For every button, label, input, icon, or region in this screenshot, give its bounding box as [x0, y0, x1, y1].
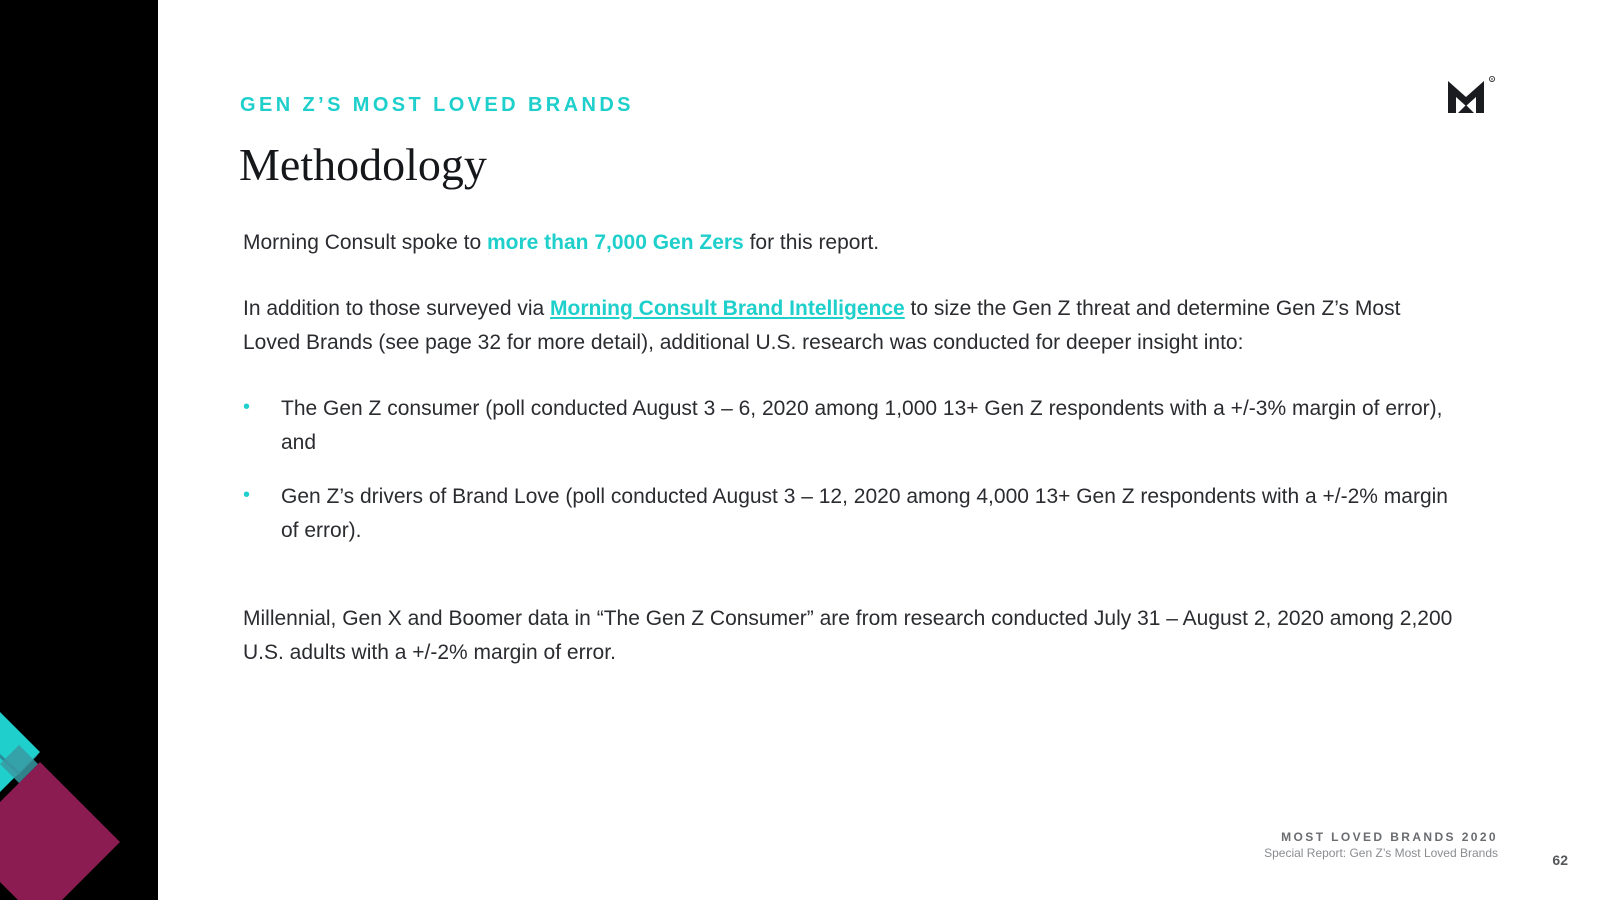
footer-title: MOST LOVED BRANDS 2020	[1281, 830, 1498, 844]
research-after: to size the Gen Z threat and determine Gen Z’s Most Loved Brands (see page 32 for more detail), additional U.S. research was conducted for deeper insight into:	[243, 297, 1401, 354]
left-decorative-band	[0, 0, 158, 900]
intro-before: Morning Consult spoke to	[243, 231, 487, 254]
brand-intelligence-link[interactable]: Morning Consult Brand Intelligence	[550, 297, 905, 320]
bullet-text: The Gen Z consumer (poll conducted August 3 – 6, 2020 among 1,000 13+ Gen Z respondents with a +/-3% margin of error), and	[281, 397, 1443, 454]
page-title: Methodology	[239, 139, 487, 190]
morning-consult-logo-icon	[1446, 75, 1498, 115]
closing-paragraph: Millennial, Gen X and Boomer data in “The Gen Z Consumer” are from research conducted July 31 – August 2, 2020 among 2,200 U.S. adults with a +/-2% margin of error.	[243, 607, 1453, 664]
bullet-text: Gen Z’s drivers of Brand Love (poll conducted August 3 – 12, 2020 among 4,000 13+ Gen Z respondents with a +/-2% margin of error).	[281, 485, 1448, 542]
intro-paragraph	[243, 226, 1458, 260]
magenta-diamond	[0, 762, 120, 900]
svg-text:R: R	[1490, 77, 1494, 82]
list-item	[243, 480, 1458, 548]
research-bullet-list	[243, 392, 1458, 568]
list-item	[243, 392, 1458, 460]
bullet-dot-icon: •	[243, 484, 251, 506]
section-eyebrow: GEN Z’S MOST LOVED BRANDS	[240, 94, 634, 116]
research-paragraph	[243, 292, 1458, 360]
intro-highlight: more than 7,000 Gen Zers	[486, 231, 744, 254]
page-number: 62	[1552, 852, 1568, 868]
diamond-decoration-icon	[0, 0, 158, 900]
intro-after: for this report.	[743, 231, 880, 254]
footer-subtitle: Special Report: Gen Z’s Most Loved Brands	[1264, 846, 1498, 860]
bullet-dot-icon: •	[243, 396, 251, 418]
research-before: In addition to those surveyed via	[243, 297, 551, 320]
